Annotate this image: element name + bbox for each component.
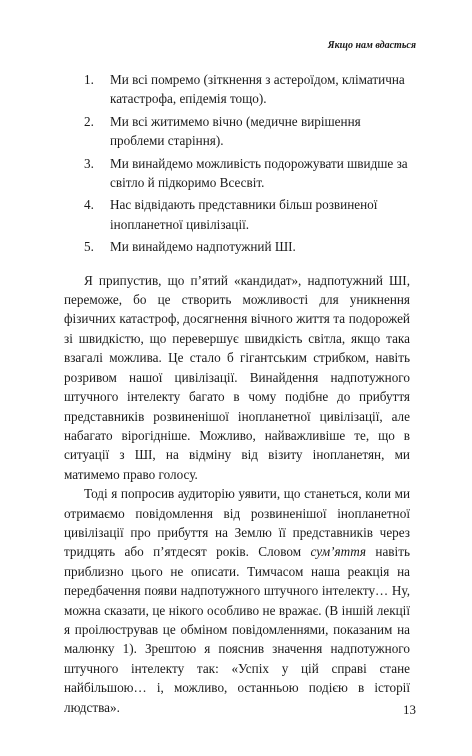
list-item	[64, 154, 410, 193]
list-item-number: 2.	[84, 113, 94, 129]
list-item-number: 4.	[84, 197, 94, 213]
running-header: Якщо нам вдасться	[327, 40, 416, 51]
page-content	[64, 70, 410, 717]
list-item-text: Нас відвідають представники більш розвиненої інопланетної цивілізації.	[110, 197, 378, 232]
list-item-text: Ми винайдемо можливість подорожувати швидше за світло й підкоримо Всесвіт.	[110, 155, 408, 191]
numbered-list	[64, 70, 410, 257]
list-item-text: Ми всі помремо (зіткнення з астероїдом, кліматична катастрофа, епідемія тощо).	[110, 72, 405, 107]
list-item	[64, 237, 410, 256]
list-item-number: 5.	[84, 239, 94, 255]
list-item-text: Ми всі житимемо вічно (медичне вирішення проблеми старіння).	[110, 113, 361, 149]
emphasized-word: сум’яття	[310, 544, 367, 560]
list-item	[64, 112, 410, 151]
list-item-number: 1.	[84, 72, 94, 87]
list-item-text: Ми винайдемо надпотужний ШІ.	[110, 239, 296, 255]
paragraph-1: Я припустив, що п’ятий «кандидат», надпотужний ШІ, переможе, бо це створить можливості для уникнення фізичних катастроф, досягнення вічного життя та подорожей зі швидкістю, що перевершує швидкість світла, якщо така взагалі можлива. Це стало б гігантським стрибком, навіть розривом нашої цивілізації. Винайдення надпотужного штучного інтелекту багато в чому подібне до прибуття представників розвиненішої інопланетної цивілізації, але набагато вірогідніше. Можливо, найважливіше те, що в ситуації з ШІ, на відміну від візиту інопланетян, ми матимемо право голосу.	[64, 272, 410, 482]
list-item	[64, 195, 410, 234]
list-item-number: 3.	[84, 155, 94, 171]
page-number: 13	[403, 702, 416, 717]
list-item	[64, 70, 410, 109]
paragraph-2-text-end: навіть приблизно цього не описати. Тимчасом наша реакція на передбачення появи надпотужного штучного інтелекту… Ну, можна сказати, це нікого особливо не вражає. (В іншій лекції я проілюстрував це обміном повідомленнями, показаним на малюнку 1). Зрештою я пояснив значення надпотужного штучного інтелекту так: «Успіх у цій справі стане найбільшою… і, можливо, останньою подією в історії людства».	[64, 544, 410, 715]
paragraph-2	[64, 484, 410, 717]
paragraph-2-text-start: Тоді я попросив аудиторію уявити, що станеться, коли ми отримаємо повідомлення від розвиненішої інопланетної цивілізації про прибуття на Землю її представників через тридцять або п’ятдесят років. Словом	[64, 486, 410, 560]
